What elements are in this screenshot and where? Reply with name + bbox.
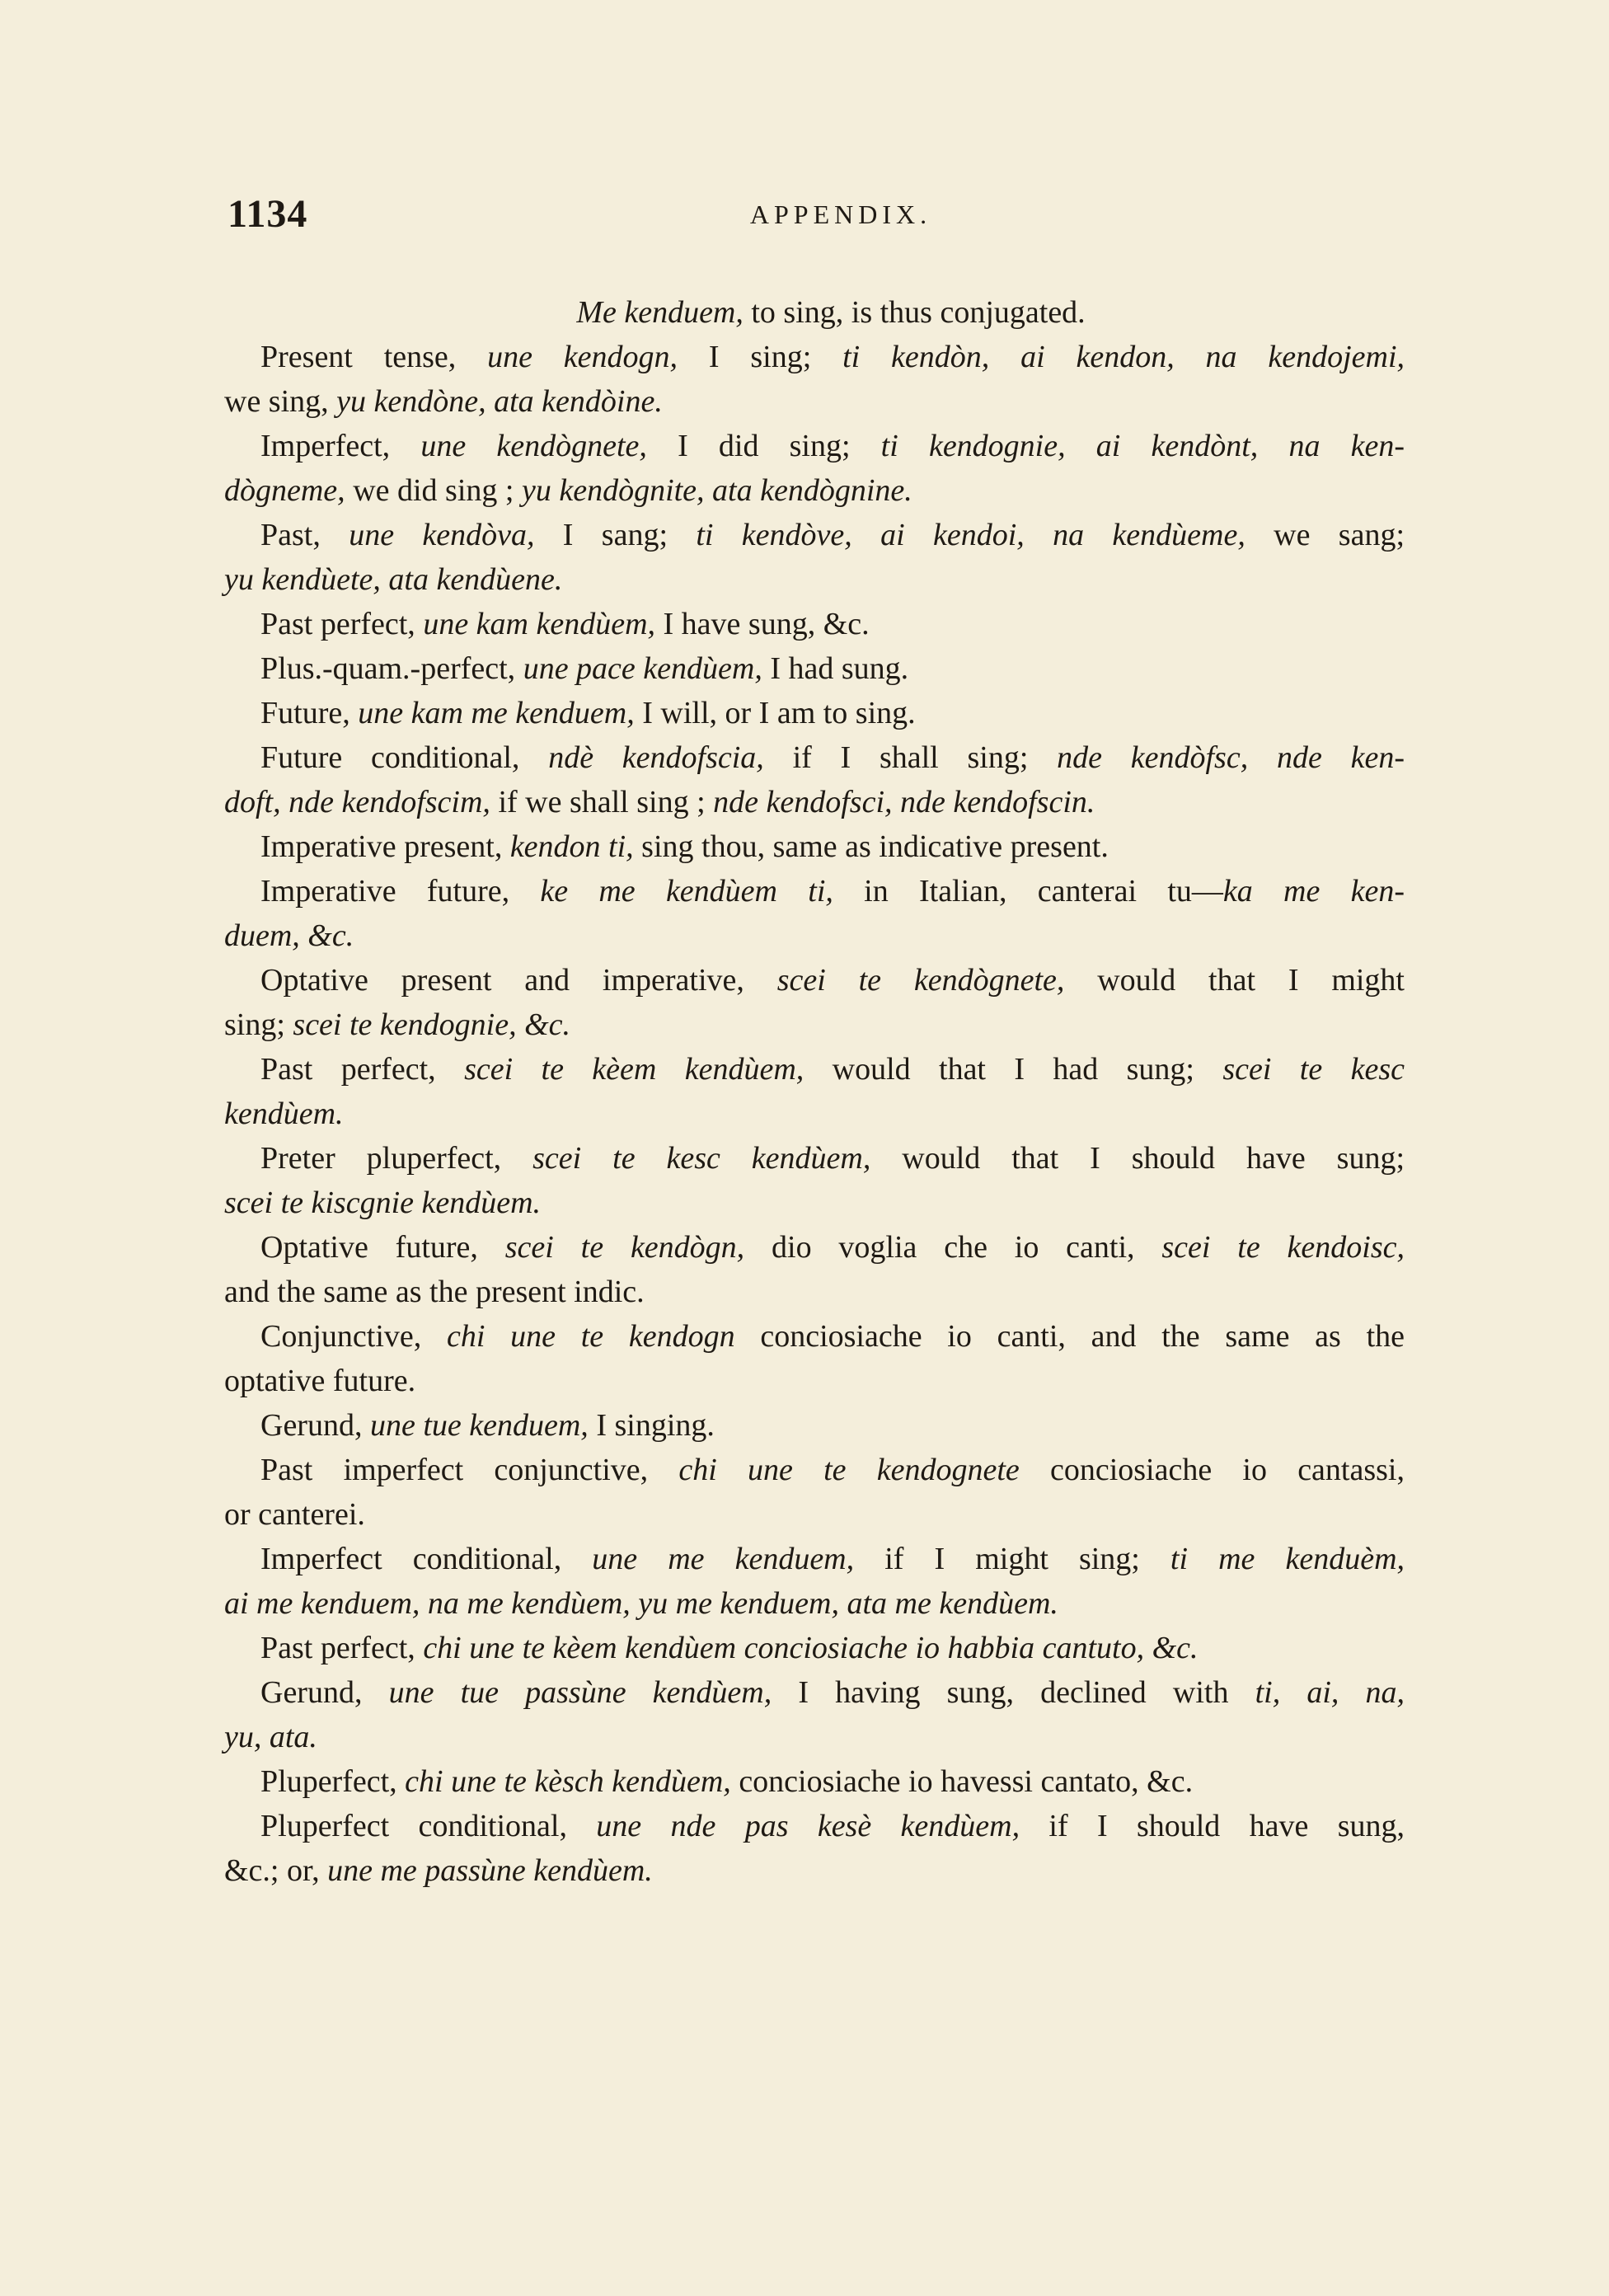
- roman-segment: in Italian, canterai tu—: [833, 874, 1223, 909]
- roman-segment: &c.; or,: [224, 1853, 328, 1888]
- text-line-l01: [224, 290, 1405, 335]
- roman-segment: or canterei.: [224, 1497, 365, 1532]
- roman-segment: Gerund,: [260, 1675, 389, 1710]
- italic-segment: une tue kenduem,: [369, 1408, 589, 1443]
- text-line-l25: [224, 1359, 1405, 1403]
- italic-segment: doft, nde kendofscim,: [224, 785, 490, 819]
- roman-segment: Optative future,: [260, 1230, 505, 1265]
- roman-segment: Present tense,: [260, 340, 488, 374]
- italic-segment: yu, ata.: [224, 1720, 317, 1754]
- text-line-l35: [224, 1804, 1405, 1848]
- text-line-l06: [224, 513, 1405, 557]
- roman-segment: Future conditional,: [260, 740, 549, 775]
- text-line-l29: [224, 1537, 1405, 1581]
- italic-segment: une kendogn,: [487, 340, 678, 374]
- roman-segment: I will, or I am to sing.: [634, 696, 916, 730]
- italic-segment: scei te kiscgnie kendùem.: [224, 1186, 542, 1220]
- italic-segment: ti me kenduèm,: [1170, 1542, 1405, 1576]
- roman-segment: Conjunctive,: [260, 1319, 447, 1354]
- roman-segment: Optative present and imperative,: [260, 963, 777, 998]
- roman-segment: conciosiache io cantassi,: [1019, 1453, 1405, 1487]
- text-line-l28: [224, 1492, 1405, 1537]
- italic-segment: une kendògnete,: [420, 429, 647, 463]
- italic-segment: une pace kendùem,: [523, 651, 762, 686]
- italic-segment: yu kendògnite, ata kendògnine.: [521, 473, 912, 508]
- roman-segment: sing thou, same as indicative present.: [633, 829, 1109, 864]
- italic-segment: une nde pas kesè kendùem,: [596, 1809, 1020, 1843]
- roman-segment: I having sung, declined with: [772, 1675, 1255, 1710]
- text-line-l32: [224, 1670, 1405, 1715]
- italic-segment: ti kendòn, ai kendon, na kendojemi,: [842, 340, 1405, 374]
- text-line-l30: [224, 1581, 1405, 1626]
- text-line-l16: [224, 958, 1405, 1002]
- italic-segment: scei te kendògnete,: [776, 963, 1065, 998]
- roman-segment: I sing;: [678, 340, 843, 374]
- italic-segment: dògneme,: [224, 473, 345, 508]
- text-line-l12: [224, 780, 1405, 824]
- text-line-l18: [224, 1047, 1405, 1092]
- text-line-l09: [224, 646, 1405, 691]
- italic-segment: ai me kenduem, na me kendùem, yu me kenduem, ata me kendùem.: [224, 1586, 1058, 1621]
- text-line-l05: [224, 468, 1405, 513]
- italic-segment: scei te kesc: [1222, 1052, 1405, 1087]
- roman-segment: if I should have sung,: [1020, 1809, 1405, 1843]
- roman-segment: we sang;: [1245, 518, 1405, 552]
- roman-segment: to sing, is thus conjugated.: [743, 295, 1086, 330]
- italic-segment: scei te kendoisc,: [1161, 1230, 1405, 1265]
- roman-segment: if we shall sing ;: [490, 785, 714, 819]
- italic-segment: ka me ken-: [1222, 874, 1405, 909]
- roman-segment: dio voglia che io canti,: [744, 1230, 1162, 1265]
- roman-segment: and the same as the present indic.: [224, 1275, 645, 1309]
- roman-segment: would that I might: [1064, 963, 1405, 998]
- roman-segment: Preter pluperfect,: [260, 1141, 533, 1176]
- italic-segment: duem, &c.: [224, 918, 354, 953]
- roman-segment: Past perfect,: [260, 607, 424, 641]
- italic-segment: une kam kendùem,: [423, 607, 656, 641]
- text-line-l22: [224, 1225, 1405, 1270]
- text-line-l15: [224, 913, 1405, 958]
- page-number: 1134: [228, 192, 308, 236]
- roman-segment: we did sing ;: [345, 473, 522, 508]
- text-line-l14: [224, 869, 1405, 913]
- italic-segment: scei te kendognie, &c.: [293, 1007, 570, 1042]
- roman-segment: would that I should have sung;: [870, 1141, 1405, 1176]
- running-head: APPENDIX.: [749, 200, 932, 229]
- roman-segment: Plus.-quam.-perfect,: [260, 651, 523, 686]
- italic-segment: chi une te kèem kendùem conciosiache io habbia cantuto, &c.: [423, 1631, 1199, 1665]
- roman-segment: Past perfect,: [260, 1631, 424, 1665]
- text-line-l31: [224, 1626, 1405, 1670]
- roman-segment: I had sung.: [762, 651, 909, 686]
- roman-segment: Future,: [260, 696, 359, 730]
- italic-segment: une tue passùne kendùem,: [388, 1675, 772, 1710]
- italic-segment: une me passùne kendùem.: [327, 1853, 653, 1888]
- italic-segment: yu kendòne, ata kendòine.: [336, 384, 663, 419]
- roman-segment: I did sing;: [646, 429, 881, 463]
- roman-segment: Imperfect,: [260, 429, 421, 463]
- roman-segment: Pluperfect conditional,: [260, 1809, 597, 1843]
- italic-segment: une kam me kenduem,: [358, 696, 635, 730]
- italic-segment: scei te kesc kendùem,: [532, 1141, 871, 1176]
- roman-segment: Imperative present,: [260, 829, 510, 864]
- italic-segment: ti kendòve, ai kendoi, na kendùeme,: [696, 518, 1245, 552]
- italic-segment: kendon ti,: [509, 829, 634, 864]
- text-line-l36: [224, 1848, 1405, 1893]
- text-line-l07: [224, 557, 1405, 602]
- text-line-l17: [224, 1002, 1405, 1047]
- italic-segment: ke me kendùem ti,: [540, 874, 833, 909]
- roman-segment: if I might sing;: [854, 1542, 1170, 1576]
- italic-segment: ndè kendofscia,: [548, 740, 764, 775]
- italic-segment: scei te kendògn,: [504, 1230, 745, 1265]
- italic-segment: nde kendòfsc, nde ken-: [1057, 740, 1405, 775]
- roman-segment: optative future.: [224, 1364, 416, 1398]
- roman-segment: Past,: [260, 518, 349, 552]
- roman-segment: Past imperfect conjunctive,: [260, 1453, 679, 1487]
- italic-segment: ti, ai, na,: [1255, 1675, 1405, 1710]
- roman-segment: Pluperfect,: [260, 1764, 406, 1799]
- roman-segment: I have sung, &c.: [655, 607, 870, 641]
- roman-segment: we sing,: [224, 384, 337, 419]
- italic-segment: chi une te kendognete: [678, 1453, 1020, 1487]
- italic-segment: chi une te kèsch kendùem,: [405, 1764, 731, 1799]
- text-line-l24: [224, 1314, 1405, 1359]
- italic-segment: scei te kèem kendùem,: [464, 1052, 804, 1087]
- roman-segment: sing;: [224, 1007, 293, 1042]
- roman-segment: if I shall sing;: [763, 740, 1058, 775]
- italic-segment: une kendòva,: [349, 518, 535, 552]
- italic-segment: yu kendùete, ata kendùene.: [224, 562, 563, 597]
- italic-segment: une me kenduem,: [592, 1542, 855, 1576]
- roman-segment: Gerund,: [260, 1408, 370, 1443]
- roman-segment: I singing.: [588, 1408, 715, 1443]
- roman-segment: Imperfect conditional,: [260, 1542, 593, 1576]
- italic-segment: chi une te kendogn: [446, 1319, 735, 1354]
- italic-segment: Me kenduem,: [576, 295, 744, 330]
- roman-segment: conciosiache io canti, and the same as the: [734, 1319, 1405, 1354]
- text-line-l03: [224, 379, 1405, 424]
- text-line-l08: [224, 602, 1405, 646]
- text-line-l10: [224, 691, 1405, 735]
- text-line-l19: [224, 1092, 1405, 1136]
- text-line-l04: [224, 424, 1405, 468]
- roman-segment: would that I had sung;: [804, 1052, 1223, 1087]
- conjugation-text: [224, 290, 1405, 1893]
- text-line-l11: [224, 735, 1405, 780]
- text-line-l33: [224, 1715, 1405, 1759]
- page-header: [228, 191, 1405, 249]
- text-line-l23: [224, 1270, 1405, 1314]
- text-line-l34: [224, 1759, 1405, 1804]
- text-line-l26: [224, 1403, 1405, 1448]
- text-line-l27: [224, 1448, 1405, 1492]
- text-line-l21: [224, 1181, 1405, 1225]
- text-line-l02: [224, 335, 1405, 379]
- text-line-l20: [224, 1136, 1405, 1181]
- roman-segment: I sang;: [534, 518, 697, 552]
- roman-segment: Past perfect,: [260, 1052, 465, 1087]
- italic-segment: nde kendofsci, nde kendofscin.: [713, 785, 1095, 819]
- text-line-l13: [224, 824, 1405, 869]
- italic-segment: kendùem.: [224, 1096, 344, 1131]
- roman-segment: Imperative future,: [260, 874, 541, 909]
- italic-segment: ti kendognie, ai kendònt, na ken-: [880, 429, 1405, 463]
- roman-segment: conciosiache io havessi cantato, &c.: [730, 1764, 1194, 1799]
